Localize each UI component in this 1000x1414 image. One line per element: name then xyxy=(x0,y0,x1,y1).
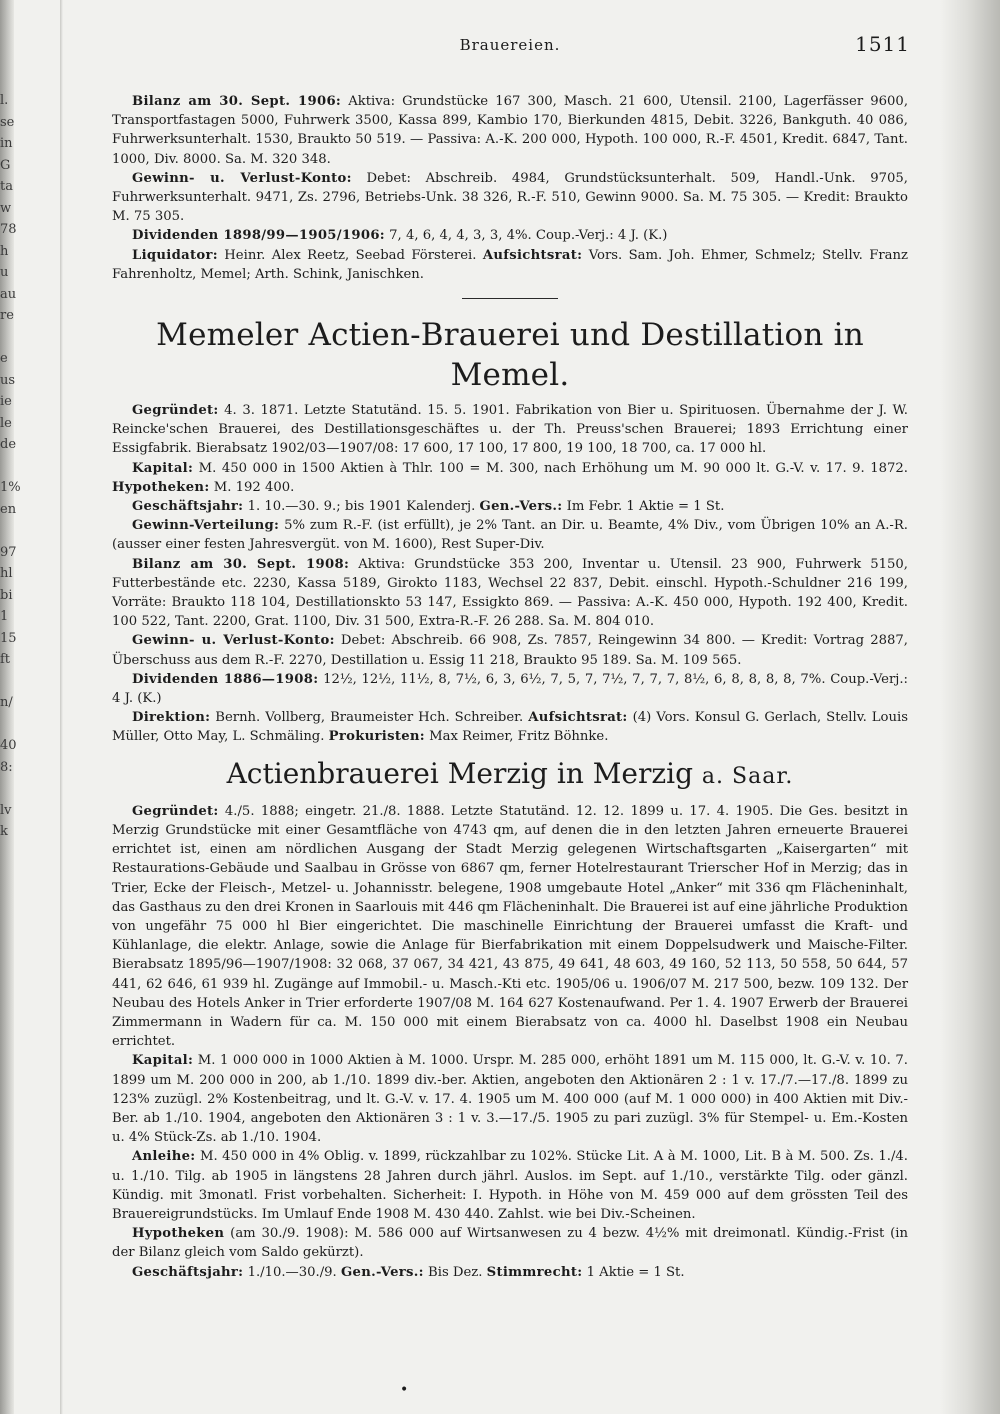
margin-fragment: ft xyxy=(0,652,11,667)
memel-hypotheken-label: Hypotheken: xyxy=(112,479,210,495)
memel-dividenden-label: Dividenden 1886—1908: xyxy=(132,671,319,687)
memel-gewinn xyxy=(112,631,908,669)
prev-bilanz-text: Aktiva: Grundstücke 167 300, Masch. 21 600, Utensil. 2100, Lagerfässer 9600, Transportfastagen 5000, Fuhrwerk 3500, Kassa 899, Kambio 170, Bierkunden 4815, Debit. 3226, Bankguth. 40 086, Fuhrwerksunterhalt. 1530, Braukto 50 519. — Passiva: A.-K. 200 000, Hypoth. 100 000, R.-F. 4501, Kredit. 6847, Tant. 1000, Div. 8000. Sa. M. 320 348. xyxy=(112,94,909,167)
merzig-gegruendet-text: 4./5. 1888; eingetr. 21./8. 1888. Letzte Statutänd. 12. 12. 1899 u. 17. 4. 1905. Die Ges. besitzt in Merzig Grundstücke mit einer Gesamtfläche von 4743 qm, auf denen die in den letzten Jahren erneuerte Brauerei errichtet ist, einen am nördlichen Ausgang der Stadt Merzig gelegenen Wirtschaftsgarten „Kaisergarten“ mit Restaurations-Gebäude und Saalbau in Grösse von 6867 qm, ferner Hotelrestaurant Trierscher Hof in Merzig; das in Trier, Ecke der Fleisch-, Metzel- u. Johannisstr. belegene, 1908 umgebaute Hotel „Anker“ mit 336 qm Flächeninhalt, das Gasthaus zu den drei Kronen in Saarlouis mit 446 qm Flächeninhalt. Die Brauerei ist auf eine jährliche Produktion von ungefähr 75 000 hl Bier eingerichtet. Die maschinelle Einrichtung der Brauerei umfasst die Kraft- und Kühlanlage, die elektr. Anlage, sowie die Anlage für Bierfabrikation mit einem Doppelsudwerk und Maische-Filter. Bierabsatz 1895/96—1907/1908: 32 068, 37 067, 34 421, 43 875, 49 641, 48 603, 49 160, 52 113, 50 558, 50 644, 57 441, 62 646, 61 939 hl. Zugänge auf Immobil.- u. Masch.-Kti etc. 1905/06 u. 1906/07 M. 217 500, bezw. 109 132. Der Neubau des Hotels Anker in Trier erforderte 1907/08 M. 164 627 Kostenaufwand. Per 1. 4. 1907 Erwerb der Brauerei Zimmermann in Wadern für ca. M. 150 000 mit einem Bierabsatz von ca. 4000 hl. Daselbst 1908 ein Neubau errichtet. xyxy=(112,803,908,1050)
company-title-memel: Memeler Actien-Brauerei und Destillation in Memel. xyxy=(156,317,864,394)
margin-fragment xyxy=(0,456,28,478)
margin-fragment: G xyxy=(0,157,11,173)
memel-kapital-text: M. 450 000 in 1500 Aktien à Thlr. 100 = M. 300, nach Erhöhung um M. 90 000 lt. G.-V. v. 17. 9. 1872. xyxy=(198,460,908,476)
memel-dividenden-text: 12½, 12½, 11½, 8, 7½, 6, 3, 6½, 7, 5, 7, 7½, 7, 7, 7, 8½, 6, 8, 8, 8, 8, 7%. Coup.-Verj.: 4 J. (K.) xyxy=(112,671,908,707)
merzig-stimmrecht-label: Stimmrecht: xyxy=(486,1264,583,1280)
memel-direktion-text: Bernh. Vollberg, Braumeister Hch. Schreiber. xyxy=(215,710,524,726)
merzig-anleihe xyxy=(112,1147,908,1224)
merzig-genvers-label: Gen.-Vers.: xyxy=(340,1264,424,1280)
margin-fragment xyxy=(0,671,28,693)
margin-fragment xyxy=(0,327,28,349)
prev-liquidator-text: Heinr. Alex Reetz, Seebad Försterei. xyxy=(224,247,477,263)
memel-gegruendet-label: Gegründet: xyxy=(132,403,219,419)
margin-fragment xyxy=(0,520,28,542)
merzig-hypotheken-text: (am 30./9. 1908): M. 586 000 auf Wirtsanwesen zu 4 bezw. 4½% mit dreimonatl. Kündig.-Frist (in der Bilanz gleich vom Saldo gekürzt). xyxy=(112,1226,908,1261)
memel-gewinn-text: Debet: Abschreib. 66 908, Zs. 7857, Reingewinn 34 800. — Kredit: Vortrag 2887, Überschuss aus dem R.-F. 2270, Destillation u. Essig 11 218, Braukto 95 189. Sa. M. 109 565. xyxy=(112,633,908,668)
merzig-genvers-text: Bis Dez. xyxy=(428,1264,483,1280)
memel-genvers-label: Gen.-Vers.: xyxy=(479,499,563,515)
prev-aufsichtsrat-label: Aufsichtsrat: xyxy=(482,247,583,263)
merzig-kapital-text: M. 1 000 000 in 1000 Aktien à M. 1000. Urspr. M. 285 000, erhöht 1891 um M. 115 000, lt. G.-V. v. 10. 7. 1899 um M. 200 000 in 200, ab 1./10. 1899 div.-ber. Aktien, angeboten den Aktionären 2 : 1 v. 17./7.—17./8. 1899 zu 123% zuzügl. 2% Kostenbeitrag, und lt. G.-V. v. 17. 4. 1905 um M. 400 000 (auf M. 1 000 000) in 400 Aktien mit Div.-Ber. ab 1./10. 1904, angeboten den Aktionären 3 : 1 v. 3.—17./5. 1905 zu pari zuzügl. 3% für Stempel- u. Em.-Kosten u. 4% Stück-Zs. ab 1./10. 1904. xyxy=(112,1053,908,1146)
prev-gewinn-text: Debet: Abschreib. 4984, Grundstücksunterhalt. 509, Handl.-Unk. 9705, Fuhrwerksunterhalt. 9471, Zs. 2796, Betriebs-Unk. 38 326, R.-F. 510, Gewinn 9000. Sa. M. 75 305. — Kredit: Braukto M. 75 305. xyxy=(112,170,908,225)
merzig-title-suffix: a. Saar. xyxy=(701,763,794,789)
merzig-anleihe-label: Anleihe: xyxy=(132,1149,196,1165)
merzig-kapital xyxy=(112,1051,908,1147)
margin-fragments xyxy=(0,90,28,843)
prev-dividenden xyxy=(112,226,908,245)
margin-fragment: w xyxy=(0,200,12,216)
page-fold xyxy=(60,0,63,1414)
memel-prokuristen-label: Prokuristen: xyxy=(328,729,425,745)
margin-fragment: l. xyxy=(0,93,9,108)
memel-bilanz-label: Bilanz am 30. Sept. 1908: xyxy=(132,556,350,572)
margin-fragment: re xyxy=(0,308,14,323)
prev-liquidator xyxy=(112,246,908,284)
memel-hypotheken-text: M. 192 400. xyxy=(213,479,295,495)
merzig-kapital-label: Kapital: xyxy=(132,1053,194,1069)
margin-fragment: in xyxy=(0,136,13,151)
margin-fragment: lv xyxy=(0,802,12,818)
prev-bilanz xyxy=(112,92,908,169)
margin-fragment: 40 xyxy=(0,738,17,753)
merzig-geschaeftsjahr xyxy=(112,1263,908,1282)
merzig-anleihe-text: M. 450 000 in 4% Oblig. v. 1899, rückzahlbar zu 102%. Stücke Lit. A à M. 1000, Lit. B à M. 500. Zs. 1./4. u. 1./10. Tilg. ab 1905 in längstens 28 Jahren durch jährl. Auslos. im Sept. auf 1./10., verstärkte Tilg. oder gänzl. Kündig. mit 3monatl. Frist vorbehalten. Sicherheit: I. Hypoth. in Höhe von M. 459 000 auf dem grössten Teil des Brauereigrundstücks. Im Umlauf Ende 1908 M. 430 440. Zahlst. wie bei Div.-Scheinen. xyxy=(112,1149,908,1222)
margin-fragment: 1 xyxy=(0,609,9,624)
page-header xyxy=(110,32,910,60)
memel-gewinnverteilung xyxy=(112,516,908,554)
memel-geschaeftsjahr-label: Geschäftsjahr: xyxy=(132,499,244,515)
footer-mark: • xyxy=(400,1382,409,1398)
margin-fragment: 8: xyxy=(0,759,13,775)
memel-direktion-label: Direktion: xyxy=(132,710,211,726)
prev-liquidator-label: Liquidator: xyxy=(132,247,218,263)
memel-gewinn-label: Gewinn- u. Verlust-Konto: xyxy=(132,633,335,649)
memel-gegruendet xyxy=(112,401,908,459)
memel-bilanz xyxy=(112,555,908,632)
margin-fragment: 78 xyxy=(0,222,17,237)
prev-dividenden-label: Dividenden 1898/99—1905/1906: xyxy=(132,228,385,244)
prev-aufsichtsrat-text: Vors. Sam. Joh. Ehmer, Schmelz; Stellv. Franz Fahrenholtz, Memel; Arth. Schink, Janischken. xyxy=(112,247,908,282)
section-divider xyxy=(462,298,558,299)
memel-genvers-text: Im Febr. 1 Aktie = 1 St. xyxy=(566,499,725,515)
memel-direktion xyxy=(112,708,908,746)
company-title-merzig xyxy=(112,755,908,796)
merzig-stimmrecht-text: 1 Aktie = 1 St. xyxy=(586,1264,685,1280)
prev-gewinn xyxy=(112,169,908,227)
margin-fragment: u xyxy=(0,265,9,280)
margin-fragment: en xyxy=(0,501,17,517)
memel-geschaeftsjahr-text: 1. 10.—30. 9.; bis 1901 Kalenderj. xyxy=(247,499,476,515)
merzig-gegruendet-label: Gegründet: xyxy=(132,803,219,819)
merzig-hypotheken xyxy=(112,1224,908,1262)
margin-fragment: ta xyxy=(0,179,13,194)
memel-geschaeftsjahr xyxy=(112,497,908,516)
memel-dividenden xyxy=(112,670,908,708)
margin-fragment: 97 xyxy=(0,544,17,560)
margin-fragment: ie xyxy=(0,394,12,409)
merzig-gegruendet xyxy=(112,802,908,1052)
margin-fragment: 15 xyxy=(0,630,17,646)
spacer xyxy=(112,747,908,755)
margin-fragment xyxy=(0,714,28,736)
margin-fragment: n/ xyxy=(0,695,13,710)
margin-fragment: k xyxy=(0,824,8,839)
memel-gegruendet-text: 4. 3. 1871. Letzte Statutänd. 15. 5. 1901. Fabrikation von Bier u. Spirituosen. Übernahme der J. W. Reincke'schen Brauerei, des Destillationsgeschäftes u. der Th. Preuss'schen Brauerei; 1893 Errichtung einer Essigfabrik. Bierabsatz 1902/03—1907/08: 17 600, 17 100, 17 800, 19 100, 18 700, ca. 17 000 hl. xyxy=(112,403,908,457)
memel-gewinnverteilung-label: Gewinn-Verteilung: xyxy=(132,518,280,534)
merzig-geschaeftsjahr-label: Geschäftsjahr: xyxy=(132,1264,244,1280)
memel-gewinnverteilung-text: 5% zum R.-F. (ist erfüllt), je 2% Tant. an Dir. u. Beamte, 4% Div., vom Übrigen 10% an A.-R. (ausser einer festen Jahresvergüt. von M. 1600), Rest Super-Div. xyxy=(112,518,908,553)
margin-fragment: de xyxy=(0,437,17,452)
memel-kapital-label: Kapital: xyxy=(132,460,194,476)
margin-fragment: us xyxy=(0,372,16,388)
merzig-title-main: Actienbrauerei Merzig in Merzig xyxy=(226,756,694,790)
running-title: Brauereien. xyxy=(459,36,561,54)
memel-bilanz-text: Aktiva: Grundstücke 353 200, Inventar u. Utensil. 23 900, Fuhrwerk 5150, Futterbestände etc. 2230, Kassa 5189, Girokto 1183, Wechsel 22 837, Debit. einschl. Hypoth.-Schuldner 216 199, Vorräte: Braukto 118 104, Destillationskto 53 147, Essigkto 869. — Passiva: A.-K. 450 000, Hypoth. 192 400, Kredit. 100 522, Tant. 2200, Grat. 1100, Div. 31 500, Extra-R.-F. 26 288. Sa. M. 804 010. xyxy=(112,556,908,630)
text-column xyxy=(112,92,908,1282)
memel-prokuristen-text: Max Reimer, Fritz Böhnke. xyxy=(429,729,609,745)
margin-fragment xyxy=(0,778,28,800)
memel-aufsichtsrat-text: (4) Vors. Konsul G. Gerlach, Stellv. Louis Müller, Otto May, L. Schmäling. xyxy=(112,710,908,745)
memel-kapital xyxy=(112,459,908,497)
margin-fragment: au xyxy=(0,286,17,302)
page-edge-right xyxy=(940,0,1000,1414)
page-number: 1511 xyxy=(855,32,910,56)
margin-fragment: bi xyxy=(0,587,13,603)
prev-bilanz-label: Bilanz am 30. Sept. 1906: xyxy=(132,94,342,109)
memel-aufsichtsrat-label: Aufsichtsrat: xyxy=(528,710,628,726)
margin-fragment: e xyxy=(0,351,8,366)
margin-fragment: 1% xyxy=(0,480,21,495)
margin-fragment: le xyxy=(0,415,12,431)
merzig-hypotheken-label: Hypotheken xyxy=(132,1226,225,1242)
prev-dividenden-text: 7, 4, 6, 4, 4, 3, 3, 4%. Coup.-Verj.: 4 J. (K.) xyxy=(389,228,668,244)
margin-fragment: hl xyxy=(0,566,13,581)
margin-fragment: h xyxy=(0,243,9,259)
margin-fragment: se xyxy=(0,114,15,130)
merzig-geschaeftsjahr-text: 1./10.—30./9. xyxy=(247,1264,337,1280)
prev-gewinn-label: Gewinn- u. Verlust-Konto: xyxy=(132,170,352,186)
